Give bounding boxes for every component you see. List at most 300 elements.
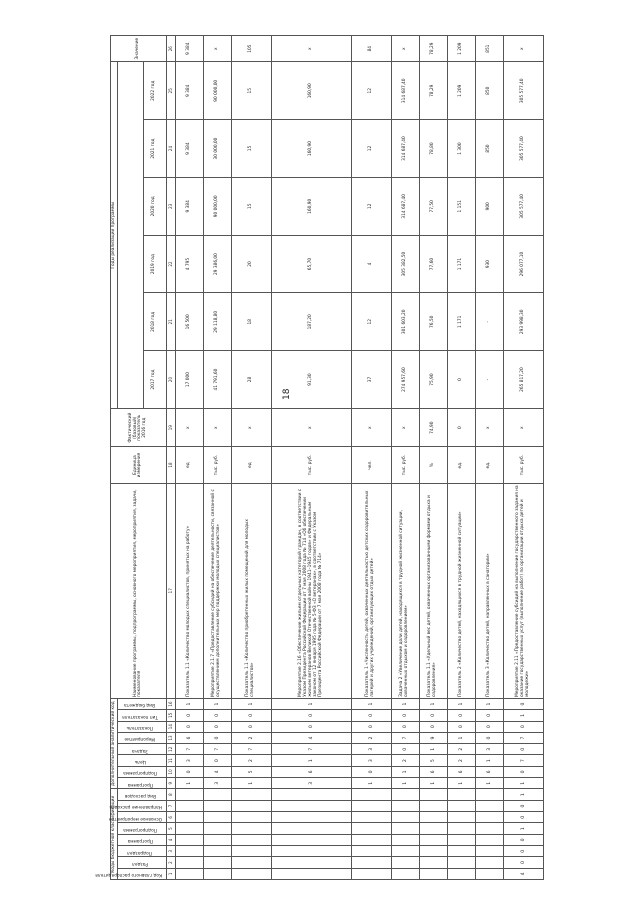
code-cell: [447, 823, 475, 834]
code-cell: 2: [447, 755, 475, 766]
row-total: x: [391, 36, 419, 62]
code-cell: 1: [447, 698, 475, 709]
code-cell: 1: [203, 698, 231, 709]
code-cell: [231, 846, 271, 857]
row-year-value: 9 384: [175, 177, 203, 235]
row-year-value: 314 687,40: [391, 120, 419, 178]
code-cell: 0: [351, 766, 391, 777]
code-cell: [475, 834, 503, 845]
row-year-value: 75,90: [419, 351, 447, 409]
row-year-value: 301 603,20: [391, 293, 419, 351]
row-year-value: 1 300: [447, 120, 475, 178]
row-year-value: 930: [475, 235, 503, 293]
row-year-value: 314 687,40: [391, 62, 419, 120]
row-year-value: 41 791,60: [203, 351, 231, 409]
row-base: x: [271, 408, 351, 447]
code-cell: [447, 800, 475, 811]
code-cell: 5: [419, 755, 447, 766]
code-label-text: Код главного распорядителя: [95, 872, 163, 878]
row-name: Показатель 1.1 «Количество приобретенных жилых помещений для молодых специалистов»: [231, 483, 271, 698]
row-name: Показатель 3 «Количество детей, направленных в санатории»: [475, 483, 503, 698]
code-cell: [419, 823, 447, 834]
code-cell: [447, 834, 475, 845]
row-year-value: 17 000: [175, 351, 203, 409]
code-cell: [203, 823, 231, 834]
code-cell: [475, 823, 503, 834]
code-cell: [175, 823, 203, 834]
page-number: 18: [282, 388, 292, 400]
table-row: [447, 36, 475, 880]
row-year-value: 65,70: [271, 235, 351, 293]
code-cell: 2: [231, 755, 271, 766]
row-unit: %: [419, 447, 447, 483]
row-year-value: 28: [231, 351, 271, 409]
row-year-value: 305 382,50: [391, 235, 419, 293]
code-cell: [351, 823, 391, 834]
column-number: 10: [166, 766, 175, 777]
row-unit: тыс. руб.: [391, 447, 419, 483]
year-header: 2021 год: [143, 120, 166, 178]
code-cell: [203, 789, 231, 800]
code-label-header: [117, 857, 166, 868]
code-cell: 6: [175, 732, 203, 743]
row-year-value: 90 000,00: [203, 177, 231, 235]
row-year-value: 900: [475, 177, 503, 235]
column-number: 14: [166, 721, 175, 732]
code-cell: 1: [447, 778, 475, 789]
code-cell: [351, 800, 391, 811]
code-cell: 0: [271, 721, 351, 732]
row-year-value: 29 118,80: [203, 293, 231, 351]
column-number: 11: [166, 755, 175, 766]
code-cell: 0: [503, 834, 543, 845]
code-cell: [271, 812, 351, 823]
column-number: 24: [166, 120, 175, 178]
code-cell: [447, 868, 475, 879]
table-row: [175, 36, 203, 880]
code-cell: [419, 846, 447, 857]
code-cell: 1: [503, 710, 543, 721]
row-year-value: 15: [231, 62, 271, 120]
code-cell: 0: [271, 710, 351, 721]
code-cell: 7: [271, 744, 351, 755]
row-year-value: 265 817,20: [503, 351, 543, 409]
code-cell: 2: [351, 732, 391, 743]
year-header: 2022 год: [143, 62, 166, 120]
code-cell: [419, 789, 447, 800]
row-name: Показатель 2 «Количество детей, находящихся в трудной жизненной ситуации»: [447, 483, 475, 698]
code-cell: 3: [203, 778, 231, 789]
row-name: Мероприятие 2.11 «Предоставление субсидий на выполнение государственного задания на оказание государственных услуг (выполнение работ) по организации отдыха детей и молодежи»: [503, 483, 543, 698]
code-cell: 0: [447, 710, 475, 721]
code-cell: 1: [351, 778, 391, 789]
row-year-value: 90 000,00: [203, 62, 231, 120]
code-cell: 0: [419, 721, 447, 732]
row-name: Показатель 1.1 «Удельный вес детей, охваченных организованными формами отдыха и оздоровления»: [419, 483, 447, 698]
code-cell: 1: [175, 698, 203, 709]
code-cell: 0: [175, 721, 203, 732]
code-cell: [203, 857, 231, 868]
code-label-text: Тип показателя: [122, 713, 159, 719]
column-number: 4: [166, 834, 175, 845]
total-column-header: Значение: [111, 36, 167, 62]
code-cell: [391, 868, 419, 879]
code-label-header: [117, 789, 166, 800]
row-year-value: 12: [351, 120, 391, 178]
code-cell: 0: [503, 857, 543, 868]
code-cell: 0: [503, 766, 543, 777]
column-number: 15: [166, 710, 175, 721]
code-cell: 0: [351, 721, 391, 732]
code-cell: 0: [351, 710, 391, 721]
code-cell: [271, 857, 351, 868]
code-cell: [203, 834, 231, 845]
row-total: x: [503, 36, 543, 62]
row-year-value: 4 795: [175, 235, 203, 293]
code-cell: 1: [271, 755, 351, 766]
row-total: x: [203, 36, 231, 62]
code-cell: [419, 868, 447, 879]
code-cell: [447, 846, 475, 857]
name-column-header: Наименование программы, подпрограммы, основного мероприятия, мероприятия, задачи, показателя: [111, 483, 167, 698]
code-cell: 0: [391, 710, 419, 721]
row-year-value: 187,20: [271, 293, 351, 351]
row-year-value: 16 500: [175, 293, 203, 351]
row-year-value: 305 577,40: [503, 177, 543, 235]
row-year-value: 91,30: [271, 351, 351, 409]
code-cell: 1: [271, 698, 351, 709]
code-cell: 0: [503, 846, 543, 857]
code-cell: 1: [391, 766, 419, 777]
code-cell: 3: [475, 744, 503, 755]
code-cell: [419, 800, 447, 811]
row-year-value: 9 384: [175, 62, 203, 120]
column-number: 1: [166, 868, 175, 879]
code-cell: 7: [503, 732, 543, 743]
column-number: 6: [166, 812, 175, 823]
code-cell: [447, 857, 475, 868]
code-cell: [391, 800, 419, 811]
code-label-header: [117, 710, 166, 721]
column-number: 22: [166, 235, 175, 293]
code-cell: 0: [391, 721, 419, 732]
row-base: x: [391, 408, 419, 447]
code-cell: [391, 857, 419, 868]
code-cell: 6: [475, 766, 503, 777]
code-cell: [271, 789, 351, 800]
code-cell: 4: [203, 766, 231, 777]
row-year-value: 0: [447, 351, 475, 409]
code-cell: [231, 857, 271, 868]
code-cell: 1: [503, 789, 543, 800]
code-cell: 7: [231, 744, 271, 755]
code-cell: [351, 846, 391, 857]
column-number: 18: [166, 447, 175, 483]
row-total: 9 384: [175, 36, 203, 62]
row-base: 74,90: [419, 408, 447, 447]
row-year-value: 76,50: [419, 293, 447, 351]
row-year-value: 296 077,10: [503, 235, 543, 293]
code-cell: 1: [351, 698, 391, 709]
code-cell: 2: [391, 755, 419, 766]
code-cell: [271, 800, 351, 811]
code-cell: 4: [503, 868, 543, 879]
code-cell: 1: [175, 778, 203, 789]
row-total: x: [271, 36, 351, 62]
row-total: 84: [351, 36, 391, 62]
column-number: 21: [166, 293, 175, 351]
code-label-header: [117, 766, 166, 777]
code-cell: [475, 812, 503, 823]
row-year-value: 1 151: [447, 177, 475, 235]
column-number: 7: [166, 800, 175, 811]
code-cell: 0: [503, 800, 543, 811]
row-year-value: -: [475, 293, 503, 351]
code-cell: 1: [503, 823, 543, 834]
code-label-text: Вид расходов: [124, 793, 156, 799]
code-cell: [231, 834, 271, 845]
row-year-value: 160,90: [271, 177, 351, 235]
row-base: x: [475, 408, 503, 447]
row-unit: ед: [231, 447, 271, 483]
code-cell: [351, 857, 391, 868]
row-year-value: 12: [351, 177, 391, 235]
code-cell: [203, 868, 231, 879]
row-year-value: 15: [231, 120, 271, 178]
row-year-value: 20: [231, 235, 271, 293]
code-label-text: Подпрограмма: [123, 827, 158, 833]
code-label-text: Программа: [127, 781, 154, 787]
code-cell: [203, 846, 231, 857]
code-cell: [175, 789, 203, 800]
column-number: 25: [166, 62, 175, 120]
code-label-header: [117, 834, 166, 845]
code-label-text: Подраздел: [128, 849, 153, 855]
code-cell: [475, 789, 503, 800]
row-year-value: 314 687,40: [391, 177, 419, 235]
code-cell: 6: [419, 766, 447, 777]
row-year-value: 1 171: [447, 235, 475, 293]
unit-column-header: Единица измерения: [111, 447, 167, 483]
code-label-header: [117, 755, 166, 766]
code-cell: [175, 834, 203, 845]
row-year-value: 274 957,60: [391, 351, 419, 409]
code-cell: 3: [175, 755, 203, 766]
row-year-value: 293 998,30: [503, 293, 543, 351]
code-cell: 1: [475, 778, 503, 789]
column-number: 20: [166, 351, 175, 409]
row-name: Мероприятие 2.1.7 «Предоставление субсидий на обеспечение деятельности, связанной с осуществлением дополнительных мер поддержки молодых специалистов»: [203, 483, 231, 698]
code-cell: 0: [419, 710, 447, 721]
year-spacer: [117, 62, 143, 409]
code-label-header: [117, 721, 166, 732]
code-cell: [203, 800, 231, 811]
code-label-header: [117, 744, 166, 755]
column-number: 13: [166, 732, 175, 743]
row-unit: ед.: [447, 447, 475, 483]
row-name: Мероприятие 2.16 «Обеспечение жильем отдельных категорий граждан, в соответствии с Указом Президента Российской Федерации от 7 мая 2008 года № 714 «Об обеспечении жильем ветеранов Великой Отечественной войны 1941–1945 годов» и Федеральным законом от 12 января 1995 года № 5-ФЗ «О ветеранах», в соответствии с Указом Президента Российской Федерации от 7 мая 2008 года № 714»: [271, 483, 351, 698]
code-cell: 0: [203, 732, 231, 743]
column-number: 12: [166, 744, 175, 755]
row-total: 851: [475, 36, 503, 62]
code-label-text: Задача: [132, 747, 149, 753]
code-cell: [351, 868, 391, 879]
year-header: 2017 год: [143, 351, 166, 409]
code-cell: [175, 800, 203, 811]
program-years-header: Годы реализации программы: [111, 62, 118, 409]
row-total: 105: [231, 36, 271, 62]
code-cell: [231, 823, 271, 834]
code-cell: 0: [175, 766, 203, 777]
code-cell: [419, 812, 447, 823]
code-cell: [231, 868, 271, 879]
code-cell: [203, 812, 231, 823]
column-number: 2: [166, 857, 175, 868]
column-number: 19: [166, 408, 175, 447]
column-number: 8: [166, 789, 175, 800]
code-cell: 2: [231, 732, 271, 743]
code-cell: [271, 834, 351, 845]
row-base: x: [351, 408, 391, 447]
code-cell: 0: [231, 710, 271, 721]
code-label-header: [109, 812, 166, 823]
row-unit: тыс. руб.: [203, 447, 231, 483]
code-cell: 9: [419, 732, 447, 743]
row-base: x: [231, 408, 271, 447]
code-cell: 7: [175, 744, 203, 755]
row-year-value: 850: [475, 120, 503, 178]
year-header: 2018 год: [143, 293, 166, 351]
code-cell: 3: [351, 755, 391, 766]
row-year-value: 78,80: [419, 120, 447, 178]
code-cell: 1: [391, 778, 419, 789]
code-cell: 6: [447, 766, 475, 777]
code-label-text: Показатель: [127, 725, 154, 731]
code-cell: [271, 868, 351, 879]
code-cell: 0: [475, 721, 503, 732]
row-name: Показатель 1.1 «Количество молодых специалистов, принятых на работу»: [175, 483, 203, 698]
code-cell: 7: [203, 744, 231, 755]
table-row: [351, 36, 391, 880]
code-cell: [391, 823, 419, 834]
column-number: 5: [166, 823, 175, 834]
code-cell: 1: [419, 744, 447, 755]
code-cell: 1: [231, 778, 271, 789]
row-total: 1 209: [447, 36, 475, 62]
code-cell: 0: [203, 755, 231, 766]
row-unit: ед: [175, 447, 203, 483]
code-cell: 0: [475, 710, 503, 721]
code-label-text: Вид бюджета: [124, 702, 156, 708]
row-name: Показатель 1 «Численность детей, охваченных деятельностью детских оздоровительных лагерей и других учреждений, организующих отдых детей»: [351, 483, 391, 698]
code-cell: [175, 846, 203, 857]
code-label-header: [117, 823, 166, 834]
code-cell: 0: [175, 710, 203, 721]
budget-codes-header: Коды бюджетной классификации: [111, 789, 118, 880]
code-cell: 0: [203, 721, 231, 732]
row-unit: ед.: [475, 447, 503, 483]
year-header: 2019 год: [143, 235, 166, 293]
code-cell: 0: [503, 721, 543, 732]
code-label-text: Цель: [134, 759, 147, 765]
code-cell: 1: [419, 778, 447, 789]
column-number: 26: [166, 36, 175, 62]
code-label-header: [117, 732, 166, 743]
code-cell: [475, 800, 503, 811]
code-label-text: Раздел: [132, 861, 149, 866]
code-cell: 0: [503, 744, 543, 755]
row-year-value: -: [475, 351, 503, 409]
base-column-header: Фактический (базовый) показатель 2016 год: [111, 408, 167, 447]
code-cell: [271, 846, 351, 857]
row-year-value: 305 577,40: [503, 62, 543, 120]
row-name: Задача 2 «Увеличение доли детей, находящихся в трудной жизненной ситуации, охваченных отдыхом и оздоровлением»: [391, 483, 419, 698]
code-cell: [175, 857, 203, 868]
code-cell: 0: [475, 732, 503, 743]
code-cell: [175, 868, 203, 879]
code-label-text: Направление расходов: [109, 804, 163, 810]
code-cell: 1: [475, 698, 503, 709]
row-total: 78,29: [419, 36, 447, 62]
code-label-header: [117, 778, 166, 789]
row-year-value: 37: [351, 351, 391, 409]
table-row: [475, 36, 503, 880]
table-row: [203, 36, 231, 880]
code-cell: [271, 823, 351, 834]
code-cell: 7: [391, 732, 419, 743]
year-header: 2020 год: [143, 177, 166, 235]
code-cell: [175, 812, 203, 823]
code-label-text: Подпрограмма: [123, 770, 158, 776]
code-label-header: [95, 868, 166, 879]
row-year-value: 160,90: [271, 120, 351, 178]
row-year-value: 12: [351, 293, 391, 351]
code-cell: [351, 812, 391, 823]
row-year-value: 77,60: [419, 235, 447, 293]
row-base: 0: [447, 408, 475, 447]
column-number: 17: [166, 483, 175, 698]
row-base: x: [175, 408, 203, 447]
row-base: x: [203, 408, 231, 447]
code-cell: [391, 789, 419, 800]
code-cell: 0: [503, 698, 543, 709]
code-label-header: [109, 800, 166, 811]
code-cell: 0: [231, 721, 271, 732]
row-year-value: 160,90: [271, 62, 351, 120]
code-label-text: Программа: [127, 838, 154, 844]
row-year-value: 78,29: [419, 62, 447, 120]
code-cell: [447, 812, 475, 823]
table-row: [231, 36, 271, 880]
code-label-text: Основное мероприятие: [109, 815, 163, 821]
code-cell: [231, 812, 271, 823]
code-cell: 3: [271, 778, 351, 789]
program-indicators-table: [95, 35, 544, 880]
table-row: [503, 36, 543, 880]
rotated-table-wrapper: [95, 35, 632, 880]
code-cell: 1: [231, 698, 271, 709]
row-unit: чел.: [351, 447, 391, 483]
code-cell: 3: [351, 744, 391, 755]
code-cell: 0: [503, 812, 543, 823]
code-cell: 4: [271, 732, 351, 743]
row-year-value: 1 171: [447, 293, 475, 351]
code-cell: 0: [447, 721, 475, 732]
activity-codes-header: Дополнительный аналитический код: [111, 698, 118, 789]
code-cell: [447, 789, 475, 800]
column-number: 9: [166, 778, 175, 789]
row-unit: тыс. руб.: [503, 447, 543, 483]
